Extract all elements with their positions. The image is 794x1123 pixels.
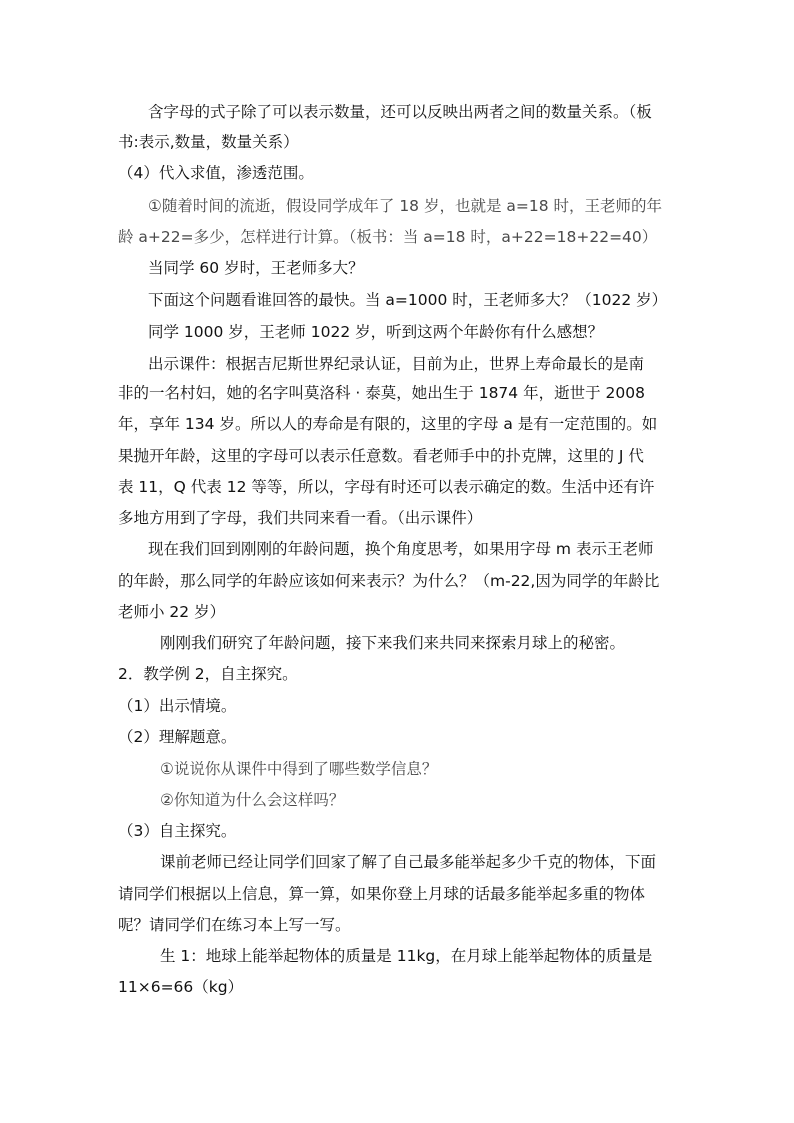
paragraph-line: 11×6=66（kg） bbox=[118, 978, 244, 996]
paragraph-line: 年，享年 134 岁。所以人的寿命是有限的，这里的字母 a 是有一定范围的。如 bbox=[118, 415, 658, 433]
section-heading: （3）自主探究。 bbox=[118, 822, 237, 840]
section-heading: （2）理解题意。 bbox=[118, 728, 237, 746]
paragraph-line: 刚刚我们研究了年龄问题，接下来我们来共同来探索月球上的秘密。 bbox=[160, 634, 626, 652]
section-heading: 2．教学例 2，自主探究。 bbox=[118, 665, 298, 683]
paragraph-line: 果抛开年龄，这里的字母可以表示任意数。看老师手中的扑克牌，这里的 J 代 bbox=[118, 447, 644, 465]
paragraph-line: 老师小 22 岁） bbox=[118, 603, 226, 621]
paragraph-line: 呢？请同学们在练习本上写一写。 bbox=[118, 916, 351, 934]
paragraph-line: 非的一名村妇，她的名字叫莫洛科 · 泰莫，她出生于 1874 年，逝世于 2008 bbox=[118, 384, 645, 402]
paragraph-line: 课前老师已经让同学们回家了解了自己最多能举起多少千克的物体，下面 bbox=[160, 853, 657, 871]
paragraph-line: 出示课件：根据吉尼斯世界纪录认证，目前为止，世界上寿命最长的是南 bbox=[148, 355, 645, 373]
paragraph-line: 当同学 60 岁时，王老师多大？ bbox=[148, 259, 364, 277]
paragraph-line: 同学 1000 岁，王老师 1022 岁，听到这两个年龄你有什么感想？ bbox=[148, 323, 604, 341]
section-heading: （4）代入求值，渗透范围。 bbox=[118, 164, 314, 182]
paragraph-line: 多地方用到了字母，我们共同来看一看。（出示课件） bbox=[118, 509, 483, 527]
list-item: ②你知道为什么会这样吗？ bbox=[160, 791, 345, 809]
paragraph-line: 含字母的式子除了可以表示数量，还可以反映出两者之间的数量关系。（板 bbox=[148, 103, 652, 121]
paragraph-line: 生 1：地球上能举起物体的质量是 11kg，在月球上能举起物体的质量是 bbox=[160, 947, 653, 965]
paragraph-line: 书:表示,数量，数量关系） bbox=[118, 133, 299, 151]
paragraph-line: 现在我们回到刚刚的年龄问题，换个角度思考，如果用字母 m 表示王老师 bbox=[148, 540, 654, 558]
list-item: ①说说你从课件中得到了哪些数学信息？ bbox=[160, 760, 438, 778]
paragraph-line: 请同学们根据以上信息，算一算，如果你登上月球的话最多能举起多重的物体 bbox=[118, 885, 646, 903]
paragraph-line: 表 11，Q 代表 12 等等，所以，字母有时还可以表示确定的数。生活中还有许 bbox=[118, 478, 655, 496]
section-heading: （1）出示情境。 bbox=[118, 697, 237, 715]
paragraph-line: ①随着时间的流逝，假设同学成年了 18 岁，也就是 a=18 时，王老师的年 bbox=[148, 197, 663, 215]
paragraph-line: 下面这个问题看谁回答的最快。当 a=1000 时，王老师多大？（1022 岁） bbox=[148, 291, 668, 309]
paragraph-line: 的年龄，那么同学的年龄应该如何来表示？为什么？（m-22,因为同学的年龄比 bbox=[118, 572, 660, 590]
paragraph-line: 龄 a+22=多少，怎样进行计算。（板书：当 a=18 时，a+22=18+22=40） bbox=[118, 228, 658, 246]
